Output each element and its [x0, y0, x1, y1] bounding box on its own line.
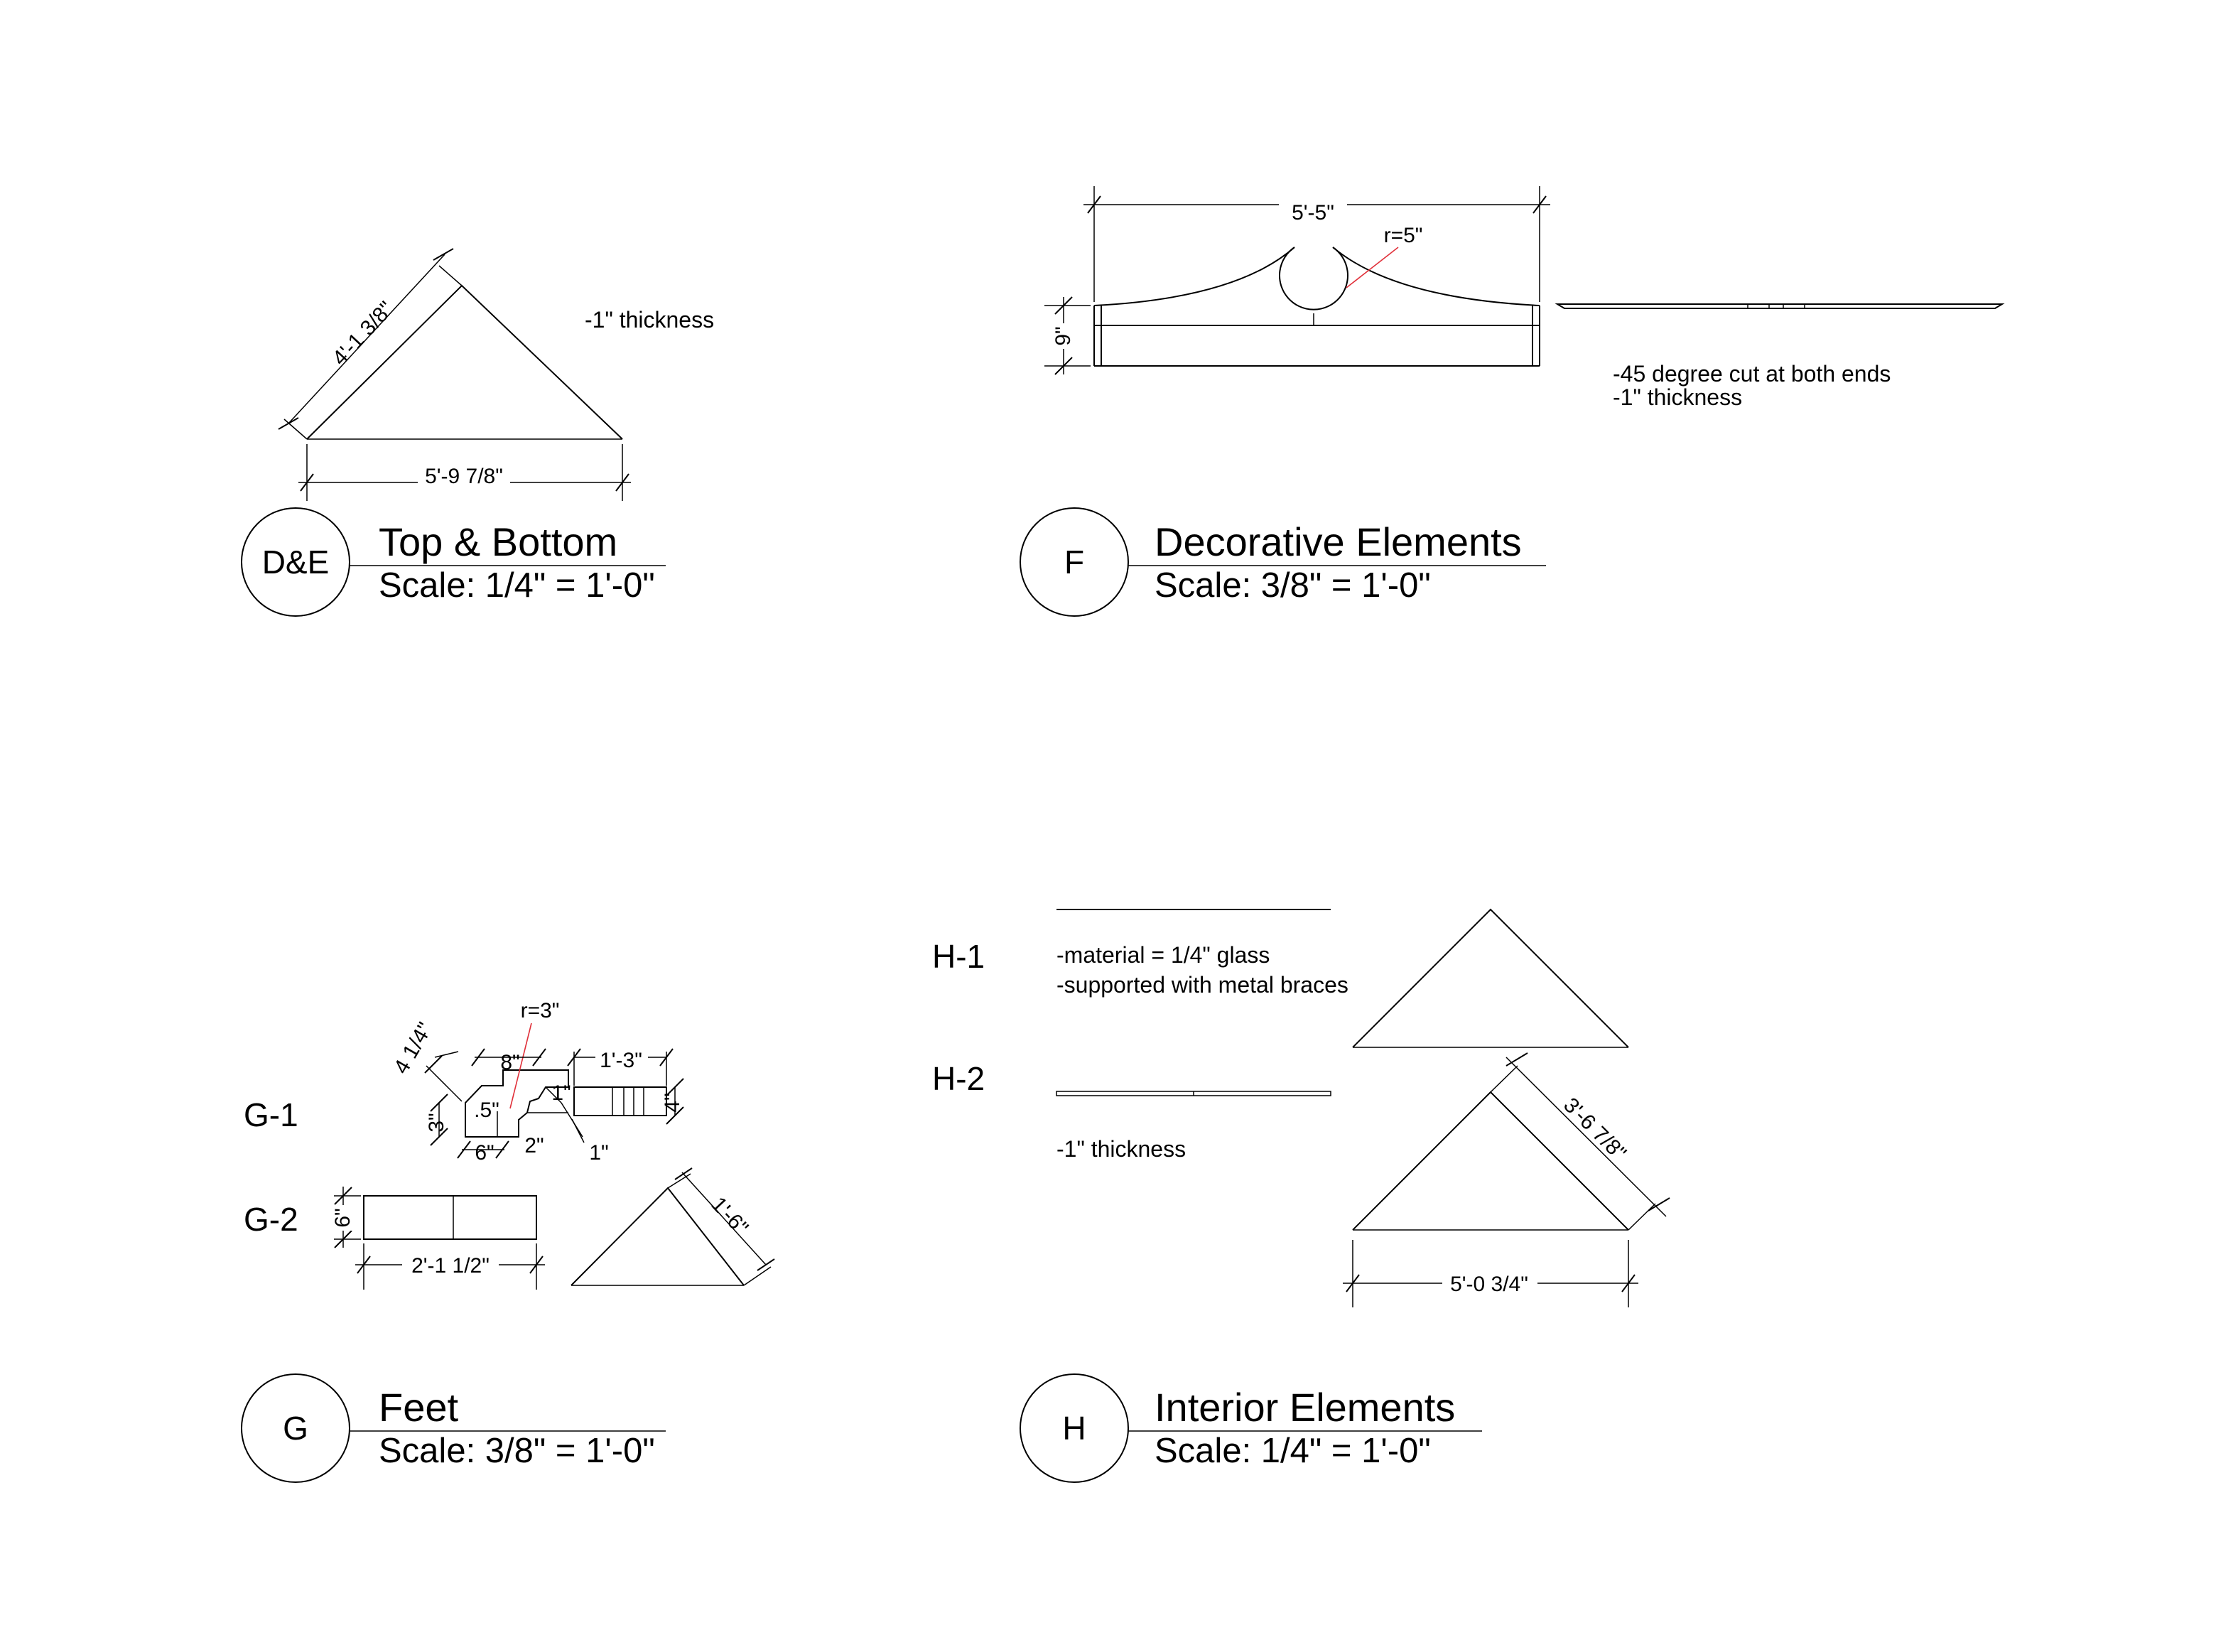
- dim-radius-label: r=5": [1383, 224, 1423, 247]
- g1-label: G-1: [244, 1096, 298, 1133]
- decorative-side-view: [1557, 304, 2002, 308]
- g1-dim-top: 4 1/4": [389, 1018, 438, 1079]
- g1-dimensions: [389, 999, 684, 1165]
- g2-dim-side: 1'-6": [706, 1192, 753, 1240]
- thickness-note-decorative: -1" thickness: [1613, 384, 1743, 410]
- tag-label-g: G: [283, 1410, 308, 1447]
- tag-label-f: F: [1064, 544, 1085, 581]
- g1-dim-one-b: 1": [589, 1141, 609, 1165]
- dimension-width-decorative: [1083, 186, 1550, 302]
- title-block-decorative: [1020, 508, 1546, 616]
- h2-label: H-2: [932, 1060, 985, 1097]
- title-block-feet: [242, 1374, 666, 1482]
- panel-title-g: Feet: [379, 1385, 459, 1430]
- g1-dim-half: .5": [474, 1098, 499, 1122]
- dimension-side-interior: [1491, 1053, 1670, 1230]
- panel-top-bottom: [242, 249, 714, 616]
- dim-base-label: 5'-9 7/8": [425, 465, 503, 488]
- panel-feet: [242, 999, 774, 1482]
- h1-triangle: [1353, 909, 1628, 1047]
- g1-side-view: [574, 1087, 666, 1116]
- dimension-base-top-bottom: [298, 444, 631, 501]
- g2-dim-height: 6": [331, 1208, 355, 1228]
- g2-triangle: [571, 1168, 774, 1285]
- h2-thickness-note: -1" thickness: [1056, 1136, 1186, 1162]
- dim-width-label: 5'-5": [1292, 201, 1334, 225]
- g1-dim-radius: r=3": [520, 999, 560, 1022]
- panel-decorative-elements: [1020, 186, 2002, 616]
- panel-title: Top & Bottom: [379, 519, 618, 564]
- h2-side-view: [1056, 1091, 1331, 1096]
- g2-rectangle: [364, 1196, 536, 1239]
- tag-label: D&E: [261, 544, 330, 581]
- h1-material-note: -material = 1/4" glass: [1056, 942, 1270, 968]
- dim-side-interior: 3'-6 7/8": [1559, 1093, 1631, 1165]
- dimension-base-interior: [1343, 1240, 1638, 1307]
- dim-side-label: 4'-1 3/8": [328, 297, 399, 370]
- decorative-profile: [1094, 247, 1540, 366]
- panel-scale: Scale: 1/4" = 1'-0": [379, 566, 655, 605]
- h1-label: H-1: [932, 938, 985, 975]
- g1-dim-one-a: 1": [551, 1081, 571, 1105]
- g1-dim-two: 2": [524, 1134, 544, 1157]
- dimension-side-top-bottom: [279, 249, 462, 439]
- g1-dim-eight: 8": [500, 1051, 520, 1074]
- panel-title-h: Interior Elements: [1155, 1385, 1456, 1430]
- g2-dim-length: 2'-1 1/2": [411, 1254, 490, 1278]
- dim-base-interior: 5'-0 3/4": [1450, 1273, 1528, 1296]
- panel-interior-elements: [932, 909, 1670, 1482]
- cut-note: -45 degree cut at both ends: [1613, 361, 1891, 387]
- g1-dim-length: 1'-3": [600, 1049, 642, 1072]
- panel-scale-f: Scale: 3/8" = 1'-0": [1155, 566, 1431, 605]
- g1-dim-six: 6": [475, 1141, 494, 1165]
- dimension-radius-decorative: [1346, 224, 1422, 288]
- g1-dim-four: 4": [661, 1093, 684, 1113]
- panel-scale-h: Scale: 1/4" = 1'-0": [1155, 1432, 1431, 1470]
- thickness-note: -1" thickness: [585, 307, 715, 333]
- dim-height-label: 9": [1052, 326, 1075, 346]
- dimension-height-decorative: [1044, 297, 1091, 374]
- tag-label-h: H: [1062, 1410, 1086, 1447]
- triangle-top-bottom: [307, 286, 622, 439]
- title-block-interior: [1020, 1374, 1482, 1482]
- panel-title-f: Decorative Elements: [1155, 519, 1522, 564]
- title-block-top-bottom: [242, 508, 666, 616]
- g2-label: G-2: [244, 1201, 298, 1238]
- h1-support-note: -supported with metal braces: [1056, 972, 1348, 998]
- g1-dim-three: 3": [425, 1113, 448, 1133]
- panel-scale-g: Scale: 3/8" = 1'-0": [379, 1432, 655, 1470]
